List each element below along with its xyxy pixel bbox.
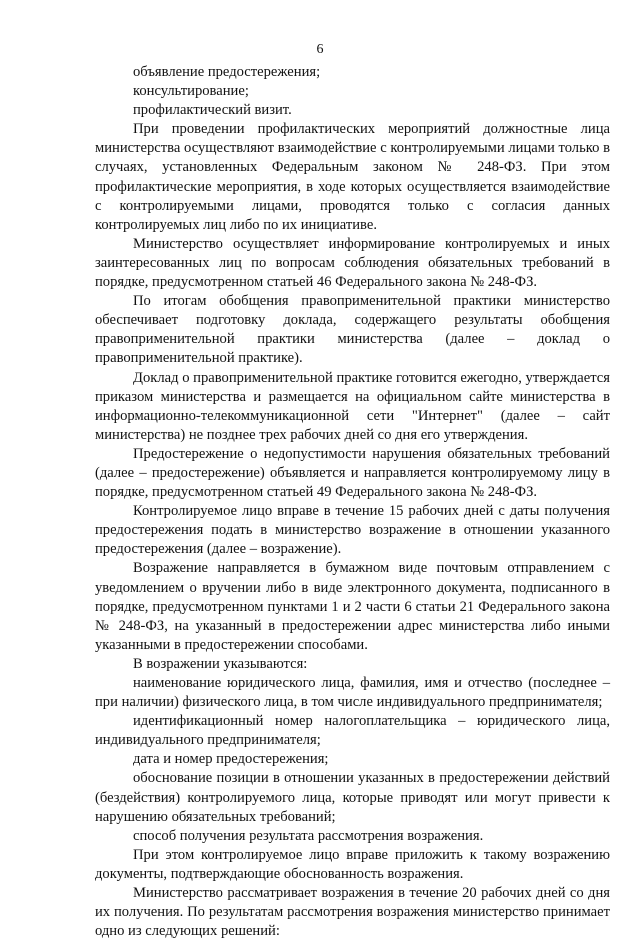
paragraph: Министерство рассматривает возражения в течение 20 рабочих дней со дня их получения. По результатам рассмотрения возражения министерство принимает одно из следующих решений: <box>95 885 610 940</box>
paragraph: При проведении профилактических мероприятий должностные лица министерства осуществляют взаимодействие с контролируемыми лицами только в случаях, установленных Федеральным законом № 248-ФЗ. При этом профилактические мероприятия, в ходе которых осуществляется взаимодействие с контролируемыми лицами, проводятся только с согласия данных контролируемых лиц либо по их инициативе. <box>95 121 610 233</box>
paragraph: В возражении указываются: <box>133 655 308 672</box>
paragraph: дата и номер предостережения; <box>133 751 329 768</box>
document-body <box>95 63 610 941</box>
page-number: 6 <box>316 42 324 57</box>
paragraph: При этом контролируемое лицо вправе приложить к такому возражению документы, подтверждающие обоснованность возражения. <box>95 846 610 882</box>
paragraph: профилактический визит. <box>133 102 292 119</box>
paragraph: Министерство осуществляет информирование контролируемых и иных заинтересованных лиц по вопросам соблюдения обязательных требований в порядке, предусмотренном статьей 46 Федерального закона № 248-ФЗ. <box>95 235 610 291</box>
paragraph: По итогам обобщения правоприменительной практики министерство обеспечивает подготовку доклада, содержащего результаты обобщения правоприменительной практики министерства (далее – доклад о правоприменительной практике). <box>95 293 610 367</box>
paragraph: способ получения результата рассмотрения возражения. <box>133 827 484 844</box>
paragraph: идентификационный номер налогоплательщика – юридического лица, индивидуального предпринимателя; <box>95 713 610 749</box>
paragraph: наименование юридического лица, фамилия, имя и отчество (последнее – при наличии) физического лица, в том числе индивидуального предпринимателя; <box>95 675 610 711</box>
paragraph: Возражение направляется в бумажном виде почтовым отправлением с уведомлением о вручении либо в виде электронного документа, подписанного в порядке, предусмотренном пунктами 1 и 2 части 6 статьи 21 Федерального закона № 248-ФЗ, на указанный в предостережении адрес министерства либо иными указанными в предостережении способами. <box>95 560 610 653</box>
paragraph: консультирование; <box>133 83 249 100</box>
paragraph: Предостережение о недопустимости нарушения обязательных требований (далее – предостережение) объявляется и направляется контролируемому лицу в порядке, предусмотренном статьей 49 Федерального закона № 248-ФЗ. <box>95 445 610 501</box>
paragraph: Доклад о правоприменительной практике готовится ежегодно, утверждается приказом министерства и размещается на официальном сайте министерства в информационно-телекоммуникационной сети "Интернет" (далее – сайт министерства) не позднее трех рабочих дней со дня его утверждения. <box>95 369 610 443</box>
paragraph: обоснование позиции в отношении указанных в предостережении действий (бездействия) контролируемого лица, которые приводят или могут привести к нарушению обязательных требований; <box>95 770 610 825</box>
paragraph: Контролируемое лицо вправе в течение 15 рабочих дней с даты получения предостережения подать в министерство возражение в отношении указанного предостережения (далее – возражение). <box>95 503 610 558</box>
paragraph: объявление предостережения; <box>133 64 321 80</box>
